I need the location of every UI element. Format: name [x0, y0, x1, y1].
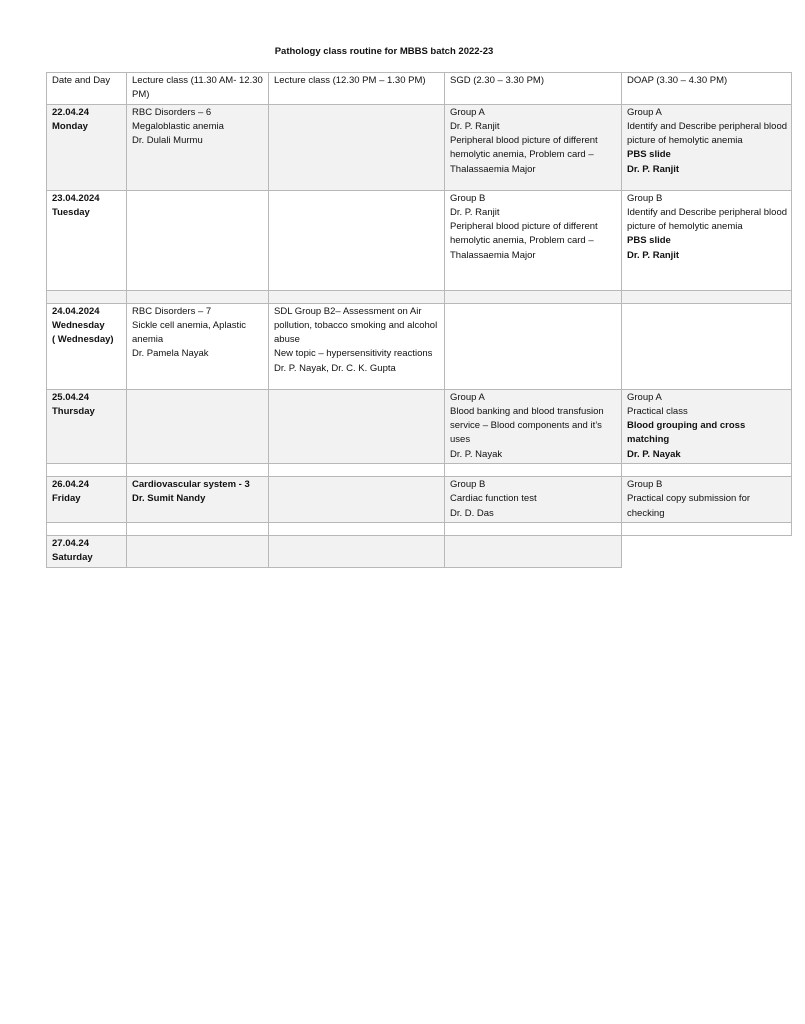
sgd-teacher: Dr. D. Das: [450, 507, 494, 519]
doap-teacher: Dr. P. Ranjit: [627, 163, 680, 175]
date-cell: [47, 389, 127, 463]
doap-slide: PBS slide: [627, 235, 671, 247]
lecture-2-cell: [269, 104, 445, 190]
date-cell: [47, 535, 127, 567]
spacer-cell: [127, 522, 269, 535]
table-row: [47, 303, 792, 389]
date-cell: [47, 303, 127, 389]
spacer-row: [47, 290, 792, 303]
lecture-subtopic: Sickle cell anemia, Aplastic anemia: [132, 319, 247, 346]
doap-topic: Practical class: [627, 405, 688, 417]
table-row: [47, 535, 792, 567]
lecture-teacher: Dr. Dulali Murmu: [132, 135, 203, 147]
day: Thursday: [52, 405, 95, 417]
page-title: Pathology class routine for MBBS batch 2022-23: [274, 46, 494, 57]
sgd-topic: Peripheral blood picture of different hemolytic anemia, Problem card – Thalassaemia Major: [450, 221, 598, 261]
date: 25.04.24: [52, 391, 89, 403]
lecture-topic: SDL Group B2– Assessment on Air pollution, tobacco smoking and alcohol abuse: [274, 305, 438, 346]
sgd-teacher: Dr. P. Nayak: [450, 448, 503, 460]
spacer-cell: [47, 290, 127, 303]
day: Tuesday: [52, 206, 90, 218]
spacer-cell: [445, 290, 622, 303]
sgd-cell: [445, 477, 622, 523]
spacer-cell: [445, 522, 622, 535]
lecture-teacher: Dr. P. Nayak, Dr. C. K. Gupta: [274, 362, 396, 374]
lecture-1-cell: [127, 389, 269, 463]
sgd-group: Group A: [450, 391, 485, 403]
header-lecture-1: Lecture class (11.30 AM- 12.30 PM): [127, 73, 269, 105]
spacer-row: [47, 464, 792, 477]
spacer-cell: [47, 464, 127, 477]
lecture-2-cell: [269, 303, 445, 389]
date-cell: [47, 190, 127, 290]
doap-topic: Identify and Describe peripheral blood picture of hemolytic anemia: [627, 206, 788, 233]
spacer-cell: [269, 464, 445, 477]
doap-group: Group B: [627, 479, 663, 491]
lecture-2-cell: [269, 190, 445, 290]
sgd-group: Group B: [450, 479, 486, 491]
table-row: [47, 190, 792, 290]
day-note: ( Wednesday): [52, 334, 114, 346]
lecture-1-cell: [127, 190, 269, 290]
day: Friday: [52, 493, 81, 505]
header-lecture-2: Lecture class (12.30 PM – 1.30 PM): [269, 73, 445, 105]
sgd-topic: Peripheral blood picture of different hemolytic anemia, Problem card – Thalassaemia Major: [450, 135, 598, 175]
sgd-cell: [445, 190, 622, 290]
lecture-teacher: Dr. Sumit Nandy: [132, 493, 206, 505]
day: Monday: [52, 120, 88, 132]
table-row: [47, 389, 792, 463]
date: 24.04.2024: [52, 305, 100, 317]
empty-area: [622, 535, 792, 567]
doap-cell: [622, 190, 792, 290]
doap-cell: [622, 104, 792, 190]
date: 27.04.24: [52, 537, 89, 549]
date-cell: [47, 104, 127, 190]
lecture-subtopic: Megaloblastic anemia: [132, 120, 224, 132]
lecture-2-cell: [269, 535, 445, 567]
spacer-cell: [622, 290, 792, 303]
day: Wednesday: [52, 319, 105, 331]
table-header-row: [47, 73, 792, 105]
routine-table: [46, 72, 792, 568]
lecture-1-cell: [127, 477, 269, 523]
sgd-topic: Cardiac function test: [450, 493, 537, 505]
doap-group: Group A: [627, 106, 662, 118]
spacer-row: [47, 522, 792, 535]
header-doap: DOAP (3.30 – 4.30 PM): [622, 73, 792, 105]
doap-teacher: Dr. P. Nayak: [627, 448, 681, 460]
lecture-topic: Cardiovascular system - 3: [132, 479, 250, 491]
doap-slide: PBS slide: [627, 149, 671, 161]
lecture-teacher: Dr. Pamela Nayak: [132, 348, 209, 360]
doap-cell: [622, 389, 792, 463]
lecture-2-cell: [269, 477, 445, 523]
sgd-cell: [445, 389, 622, 463]
doap-teacher: Dr. P. Ranjit: [627, 249, 680, 261]
doap-cell: [622, 477, 792, 523]
date: 22.04.24: [52, 106, 89, 118]
sgd-teacher: Dr. P. Ranjit: [450, 120, 500, 132]
doap-group: Group B: [627, 192, 663, 204]
doap-practical: Blood grouping and cross matching: [627, 420, 746, 446]
doap-group: Group A: [627, 391, 662, 403]
table-row: [47, 104, 792, 190]
spacer-cell: [445, 464, 622, 477]
header-sgd: SGD (2.30 – 3.30 PM): [445, 73, 622, 105]
spacer-cell: [47, 522, 127, 535]
date-cell: [47, 477, 127, 523]
lecture-1-cell: [127, 104, 269, 190]
sgd-group: Group A: [450, 106, 485, 118]
sgd-cell: [445, 104, 622, 190]
lecture-1-cell: [127, 303, 269, 389]
lecture-1-cell: [127, 535, 269, 567]
spacer-cell: [269, 522, 445, 535]
sgd-group: Group B: [450, 192, 486, 204]
lecture-topic: RBC Disorders – 7: [132, 305, 212, 317]
day: Saturday: [52, 552, 93, 564]
doap-topic: Practical copy submission for checking: [627, 493, 751, 519]
sgd-topic: Blood banking and blood transfusion service – Blood components and it’s uses: [450, 405, 604, 446]
spacer-cell: [622, 522, 792, 535]
spacer-cell: [622, 464, 792, 477]
doap-cell: [622, 303, 792, 389]
date: 23.04.2024: [52, 192, 100, 204]
spacer-cell: [269, 290, 445, 303]
lecture-subtopic: New topic – hypersensitivity reactions: [274, 348, 433, 360]
header-date-day: Date and Day: [47, 73, 127, 105]
lecture-2-cell: [269, 389, 445, 463]
table-row: [47, 477, 792, 523]
spacer-cell: [127, 290, 269, 303]
lecture-topic: RBC Disorders – 6: [132, 106, 212, 118]
spacer-cell: [127, 464, 269, 477]
date: 26.04.24: [52, 479, 89, 491]
doap-topic: Identify and Describe peripheral blood picture of hemolytic anemia: [627, 120, 788, 147]
sgd-cell: [445, 303, 622, 389]
sgd-teacher: Dr. P. Ranjit: [450, 206, 500, 218]
routine-table-viewport: [46, 72, 788, 564]
sgd-cell: [445, 535, 622, 567]
